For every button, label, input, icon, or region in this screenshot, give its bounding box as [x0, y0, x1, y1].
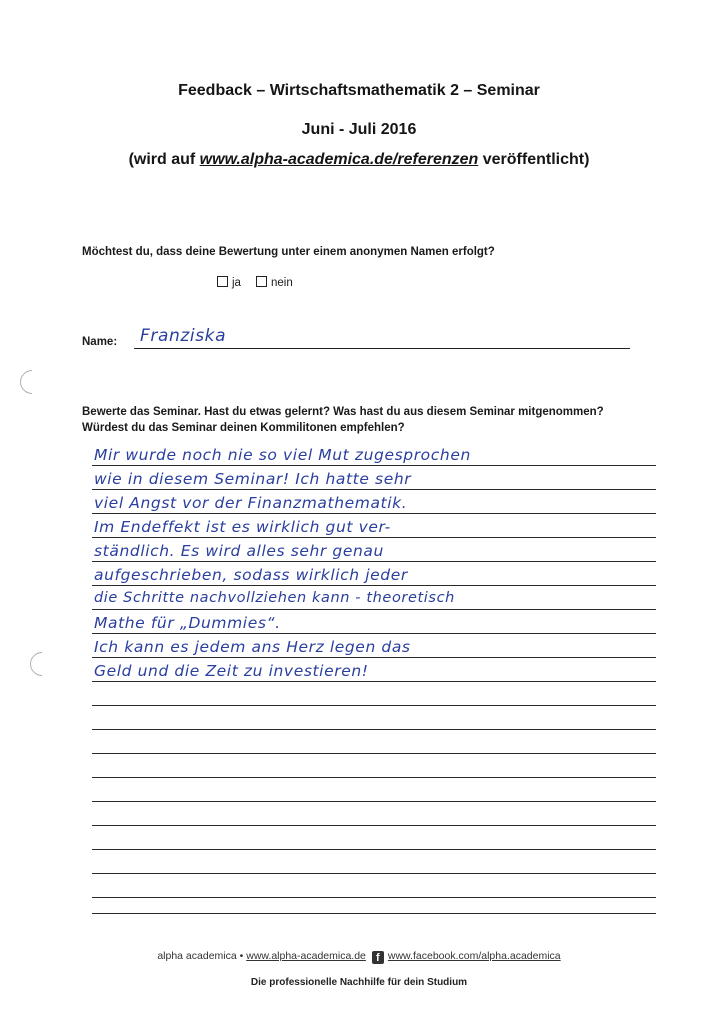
ruled-line: [92, 913, 656, 914]
checkbox-ja-label: ja: [232, 277, 241, 289]
publication-note-prefix: (wird auf: [128, 151, 200, 168]
footer-facebook-link[interactable]: www.facebook.com/alpha.academica: [387, 950, 561, 962]
form-title: Feedback – Wirtschaftsmathematik 2 – Seminar: [178, 82, 540, 99]
footer-tagline: Die professionelle Nachhilfe für dein Studium: [250, 977, 468, 988]
ruled-line: [92, 849, 656, 850]
ruled-line: [92, 777, 656, 778]
ruled-line: [92, 609, 656, 610]
ruled-line: [92, 705, 656, 706]
punch-hole-bottom: [25, 647, 59, 681]
references-link[interactable]: www.alpha-academica.de/referenzen: [199, 151, 479, 168]
ruled-line: [92, 489, 656, 490]
handwritten-line: viel Angst vor der Finanzmathematik.: [94, 494, 408, 512]
handwritten-line: Mir wurde noch nie so viel Mut zugesprochen: [94, 446, 471, 464]
checkbox-ja[interactable]: [217, 276, 241, 289]
footer-brand: alpha academica: [157, 950, 237, 962]
ruled-line: [92, 825, 656, 826]
footer-contact: [0, 950, 718, 964]
handwritten-line: Im Endeffekt ist es wirklich gut ver-: [94, 518, 391, 536]
ruled-line: [92, 513, 656, 514]
checkbox-ja-box[interactable]: [217, 276, 228, 287]
ruled-line: [92, 537, 656, 538]
name-field-line: [134, 348, 630, 349]
ruled-line: [92, 753, 656, 754]
handwritten-line: die Schritte nachvollziehen kann - theoretisch: [94, 590, 455, 606]
punch-hole-top: [15, 365, 49, 399]
ruled-line: [92, 897, 656, 898]
checkbox-nein-box[interactable]: [256, 276, 267, 287]
footer-bullet: •: [236, 950, 247, 962]
handwritten-line: ständlich. Es wird alles sehr genau: [94, 542, 384, 560]
name-handwritten-value[interactable]: Franziska: [140, 326, 227, 346]
handwritten-line: aufgeschrieben, sodass wirklich jeder: [94, 566, 408, 584]
handwritten-line: wie in diesem Seminar! Ich hatte sehr: [94, 470, 412, 488]
name-label: Name:: [82, 336, 118, 348]
facebook-icon: f: [372, 951, 384, 964]
review-question-1: Bewerte das Seminar. Hast du etwas gelernt? Was hast du aus diesem Seminar mitgenommen?: [82, 406, 604, 418]
anonymous-question: Möchtest du, dass deine Bewertung unter einem anonymen Namen erfolgt?: [82, 246, 495, 258]
ruled-line: [92, 633, 656, 634]
checkbox-nein[interactable]: [256, 276, 293, 289]
ruled-line: [92, 873, 656, 874]
handwritten-line: Mathe für „Dummies“.: [94, 614, 281, 632]
form-period: Juni - Juli 2016: [301, 121, 417, 138]
review-question-2: Würdest du das Seminar deinen Kommilitonen empfehlen?: [82, 422, 405, 434]
handwritten-line: Ich kann es jedem ans Herz legen das: [94, 638, 411, 656]
ruled-line: [92, 561, 656, 562]
form-publication-note: [0, 151, 718, 169]
footer-website-link[interactable]: www.alpha-academica.de: [246, 950, 366, 962]
handwritten-line: Geld und die Zeit zu investieren!: [94, 662, 369, 680]
ruled-line: [92, 465, 656, 466]
publication-note-suffix: veröffentlicht): [478, 151, 590, 168]
ruled-line: [92, 585, 656, 586]
ruled-line: [92, 729, 656, 730]
ruled-line: [92, 657, 656, 658]
checkbox-nein-label: nein: [271, 277, 293, 289]
ruled-line: [92, 681, 656, 682]
ruled-line: [92, 801, 656, 802]
